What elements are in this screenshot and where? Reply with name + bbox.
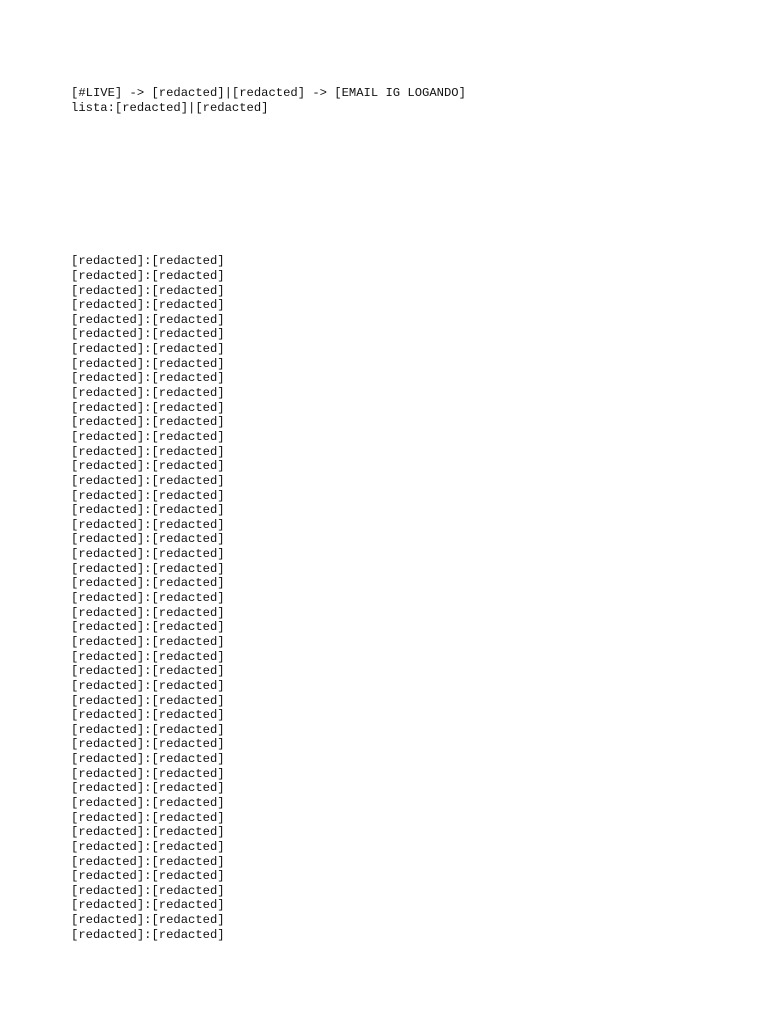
header-line-list: lista:[redacted]|[redacted] [71,100,269,115]
list-item: [redacted]:[redacted] [71,664,225,679]
list-item: [redacted]:[redacted] [71,620,225,635]
list-item: [redacted]:[redacted] [71,883,225,898]
list-item: [redacted]:[redacted] [71,268,225,283]
list-item: [redacted]:[redacted] [71,927,225,942]
list-item: [redacted]:[redacted] [71,795,225,810]
list-item: [redacted]:[redacted] [71,547,225,562]
list-item: [redacted]:[redacted] [71,473,225,488]
list-item: [redacted]:[redacted] [71,605,225,620]
list-item: [redacted]:[redacted] [71,913,225,928]
list-item: [redacted]:[redacted] [71,503,225,518]
list-item: [redacted]:[redacted] [71,429,225,444]
list-item: [redacted]:[redacted] [71,298,225,313]
list-item: [redacted]:[redacted] [71,517,225,532]
list-item: [redacted]:[redacted] [71,342,225,357]
list-item: [redacted]:[redacted] [71,488,225,503]
list-item: [redacted]:[redacted] [71,444,225,459]
list-item: [redacted]:[redacted] [71,839,225,854]
list-item: [redacted]:[redacted] [71,722,225,737]
list-item: [redacted]:[redacted] [71,561,225,576]
header-block [71,86,751,115]
list-item: [redacted]:[redacted] [71,254,225,269]
entry-list [71,254,751,942]
list-item: [redacted]:[redacted] [71,312,225,327]
list-item: [redacted]:[redacted] [71,371,225,386]
list-item: [redacted]:[redacted] [71,576,225,591]
list-item: [redacted]:[redacted] [71,356,225,371]
list-item: [redacted]:[redacted] [71,459,225,474]
list-item: [redacted]:[redacted] [71,400,225,415]
list-item: [redacted]:[redacted] [71,708,225,723]
list-item: [redacted]:[redacted] [71,591,225,606]
list-item: [redacted]:[redacted] [71,869,225,884]
list-item: [redacted]:[redacted] [71,854,225,869]
list-item: [redacted]:[redacted] [71,386,225,401]
list-item: [redacted]:[redacted] [71,825,225,840]
list-item: [redacted]:[redacted] [71,634,225,649]
list-item: [redacted]:[redacted] [71,781,225,796]
blank-space [71,115,751,254]
list-item: [redacted]:[redacted] [71,693,225,708]
list-item: [redacted]:[redacted] [71,327,225,342]
header-line-status: [#LIVE] -> [redacted]|[redacted] -> [EMAIL IG LOGANDO] [71,86,466,100]
list-item: [redacted]:[redacted] [71,678,225,693]
list-item: [redacted]:[redacted] [71,532,225,547]
list-item: [redacted]:[redacted] [71,283,225,298]
list-item: [redacted]:[redacted] [71,898,225,913]
list-item: [redacted]:[redacted] [71,649,225,664]
document-page [71,86,751,942]
list-item: [redacted]:[redacted] [71,766,225,781]
list-item: [redacted]:[redacted] [71,810,225,825]
list-item: [redacted]:[redacted] [71,415,225,430]
list-item: [redacted]:[redacted] [71,752,225,767]
list-item: [redacted]:[redacted] [71,737,225,752]
